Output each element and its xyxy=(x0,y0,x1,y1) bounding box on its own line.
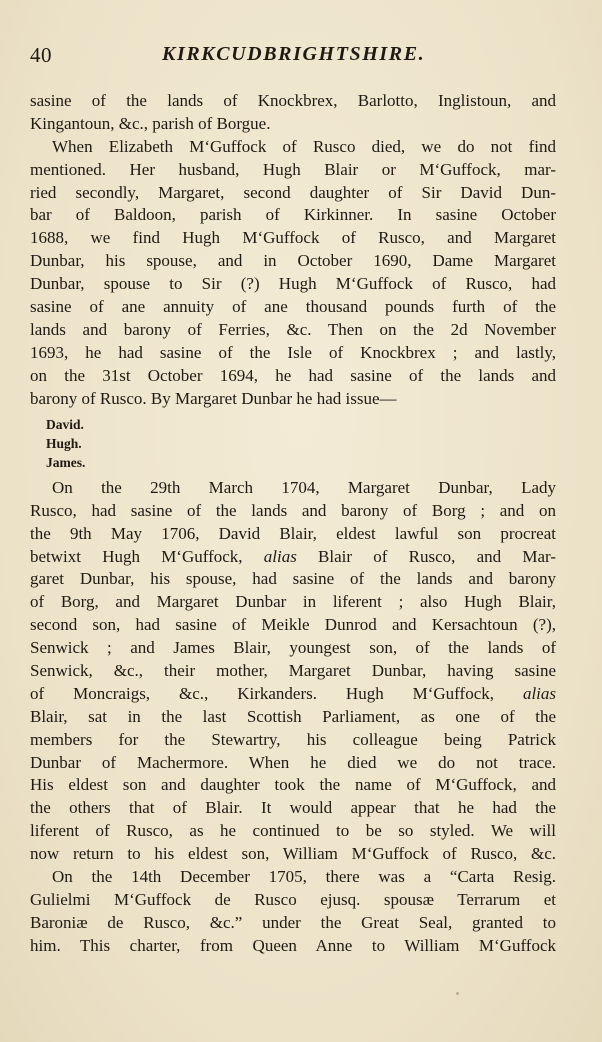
text-line: Senwick ; and James Blair, youngest son, of the lands of xyxy=(30,638,556,658)
text-line: garet Dunbar, his spouse, had sasine of the lands and barony xyxy=(30,569,556,589)
text-line: liferent of Rusco, as he continued to be so styled. We will xyxy=(30,821,556,841)
text-line: ried secondly, Margaret, second daughter of Sir David Dun- xyxy=(30,182,556,202)
text-line: His eldest son and daughter took the name of M‘Guffock, and xyxy=(30,775,556,795)
text-line: of Moncraigs, &c., Kirkanders. Hugh M‘Guffock, alias xyxy=(30,683,556,703)
text-line: of Borg, and Margaret Dunbar in liferent ; also Hugh Blair, xyxy=(30,592,556,612)
text-line: Baroniæ de Rusco, &c.” under the Great Seal, granted to xyxy=(30,912,556,932)
text-line: mentioned. Her husband, Hugh Blair or M‘Guffock, mar- xyxy=(30,159,556,179)
text-line: bar of Baldoon, parish of Kirkinner. In sasine October xyxy=(30,205,556,225)
text-line: On the 14th December 1705, there was a “Carta Resig. xyxy=(52,867,556,886)
text-line: members for the Stewartry, his colleague being Patrick xyxy=(30,729,556,749)
body-text xyxy=(30,90,556,958)
text-line: Blair, sat in the last Scottish Parliament, as one of the xyxy=(30,706,556,726)
running-title: KIRKCUDBRIGHTSHIRE. xyxy=(162,43,426,65)
text-line: 1693, he had sasine of the Isle of Knockbrex ; and lastly, xyxy=(30,342,556,362)
text-line: Gulielmi M‘Guffock de Rusco ejusq. spousæ Terrarum et xyxy=(30,889,556,909)
list-item: Hugh. xyxy=(46,436,82,452)
text-line: Rusco, had sasine of the lands and barony of Borg ; and on xyxy=(30,500,556,520)
text-line: the others that of Blair. It would appear that he had the xyxy=(30,798,556,818)
text-line: Dunbar, his spouse, and in October 1690, Dame Margaret xyxy=(30,251,556,271)
text-line: sasine of ane annuity of ane thousand pounds furth of the xyxy=(30,297,556,317)
paper-speck xyxy=(456,992,459,995)
list-item: James. xyxy=(46,455,86,471)
text-line: On the 29th March 1704, Margaret Dunbar, Lady xyxy=(52,477,556,497)
text-line: Dunbar, spouse to Sir (?) Hugh M‘Guffock of Rusco, had xyxy=(30,274,556,294)
text-line: sasine of the lands of Knockbrex, Barlotto, Inglistoun, and xyxy=(30,91,556,110)
text-line: Dunbar of Machermore. When he died we do not trace. xyxy=(30,752,556,772)
page-header xyxy=(30,43,560,73)
text-line: him. This charter, from Queen Anne to William M‘Guffock xyxy=(30,935,556,955)
text-line: Kingantoun, &c., parish of Borgue. xyxy=(30,113,271,133)
text-line: When Elizabeth M‘Guffock of Rusco died, we do not find xyxy=(52,136,556,156)
text-line: second son, had sasine of Meikle Dunrod and Kersachtoun (?), xyxy=(30,615,556,635)
text-line: now return to his eldest son, William M‘Guffock of Rusco, &c. xyxy=(30,844,556,864)
text-line: betwixt Hugh M‘Guffock, alias Blair of Rusco, and Mar- xyxy=(30,546,556,566)
text-line: lands and barony of Ferries, &c. Then on the 2d November xyxy=(30,319,556,339)
text-line: the 9th May 1706, David Blair, eldest lawful son procreat xyxy=(30,523,556,543)
list-item: David. xyxy=(46,417,84,433)
text-line: Senwick, &c., their mother, Margaret Dunbar, having sasine xyxy=(30,660,556,680)
issue-list xyxy=(46,416,556,472)
page-number: 40 xyxy=(30,43,52,67)
text-line: barony of Rusco. By Margaret Dunbar he had issue— xyxy=(30,388,397,408)
text-line: 1688, we find Hugh M‘Guffock of Rusco, and Margaret xyxy=(30,228,556,248)
text-line: on the 31st October 1694, he had sasine of the lands and xyxy=(30,365,556,385)
